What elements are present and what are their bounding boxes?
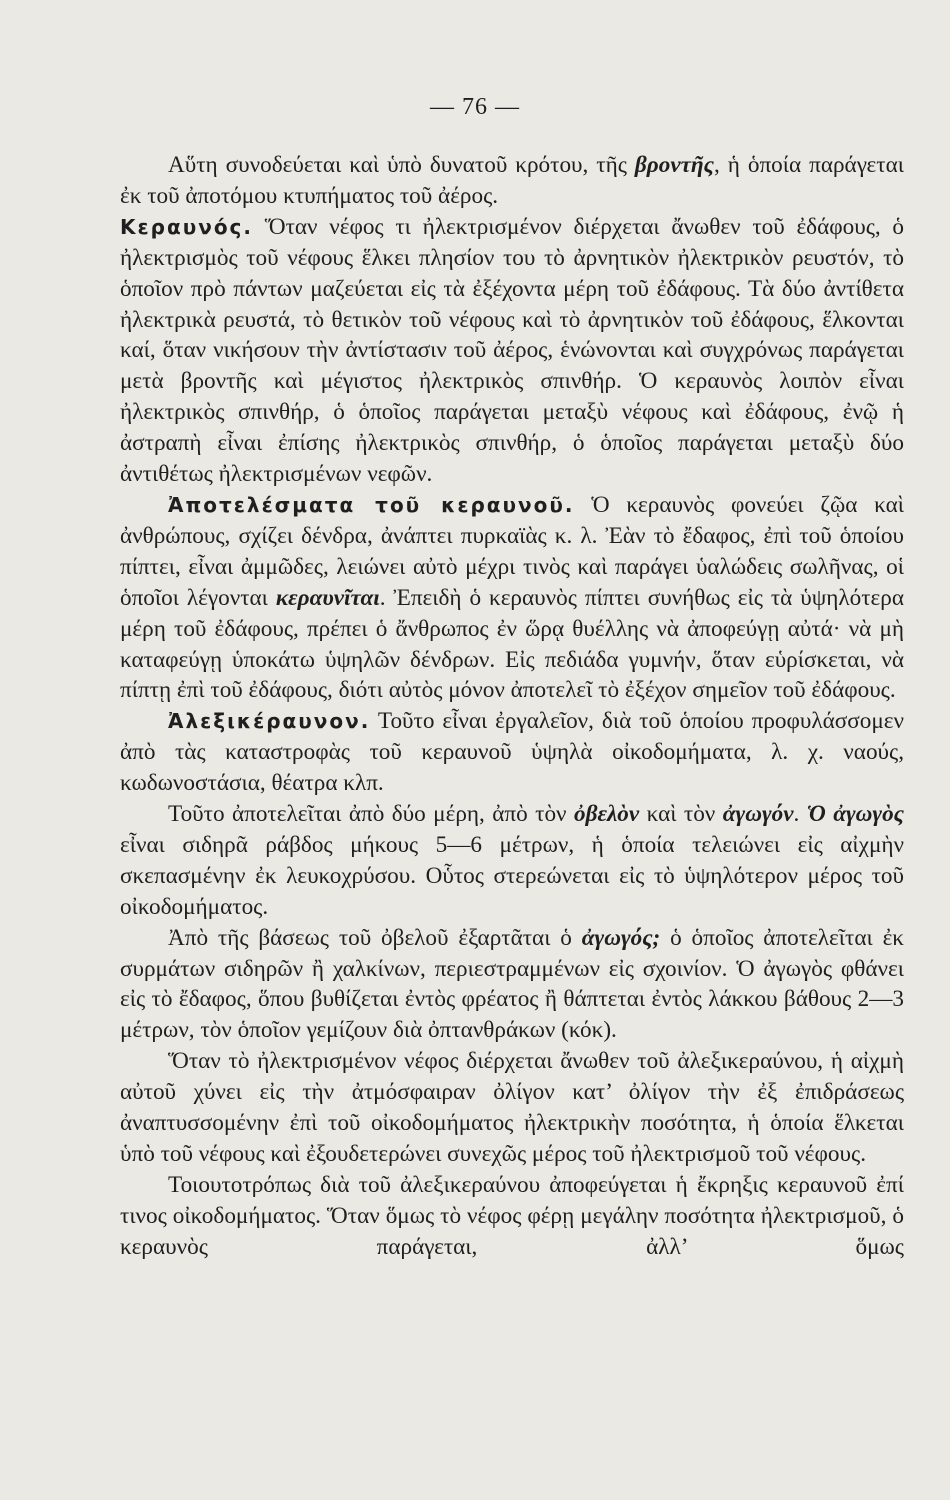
section-heading: Ἀποτελέσματα τοῦ κεραυνοῦ. bbox=[168, 492, 575, 517]
paragraph bbox=[120, 706, 904, 799]
emphasis-text: Ὁ ἀγωγὸς bbox=[806, 801, 905, 828]
text-run: Αὕτη συνοδεύεται καὶ ὑπὸ δυνατοῦ κρότου, τῆς bbox=[168, 152, 635, 178]
emphasis-text: ἀγωγόν bbox=[722, 801, 794, 828]
text-run: Ὅταν νέφος τι ἠλεκτρισμένον διέρχεται ἄνωθεν τοῦ ἐδάφους, ὁ ἠλεκτρισμὸς τοῦ νέφους ἕλκει πλησίον του τὸ ἀρνητικὸν ἠλεκτρικὸν ρευστόν, τὸ ὁποῖον πρὸ πάντων μαζεύεται εἰς τὰ ἐξέχοντα μέρη τοῦ ἐδάφους. Τὰ δύο ἀντίθετα ἠλεκτρικὰ ρευστά, τὸ θετικὸν τοῦ νέφους καὶ τὸ ἀρνητικὸν τοῦ ἐδάφους, ἕλκονται καί, ὅταν νικήσουν τὴν ἀντίστασιν τοῦ ἀέρος, ἑνώνονται καὶ συγχρόνως παράγεται μετὰ βροντῆς καὶ μέγιστος ἠλεκτρικὸς σπινθήρ. Ὁ κεραυνὸς λοιπὸν εἶναι ἠλεκτρικὸς σπινθήρ, ὁ ὁποῖος παράγεται μεταξὺ νέφους καὶ ἐδάφους, ἐνῷ ἡ ἀστραπὴ εἶναι ἐπίσης ἠλεκτρικὸς σπινθήρ, ὁ ὁποῖος παράγεται μεταξὺ δύο ἀντιθέτως ἠλεκτρισμένων νεφῶν. bbox=[120, 213, 904, 488]
paragraph bbox=[120, 923, 904, 1047]
text-run: Ὁ κεραυνὸς φονεύει ζῷα καὶ ἀνθρώπους, σχίζει δένδρα, ἀνάπτει πυρκαϊὰς κ. λ. Ἐὰν τὸ ἔδαφος, ἐπὶ τοῦ ὁποίου πίπτει, εἶναι ἀμμῶδες, λειώνει αὐτὸ μέχρι τινὸς καὶ παράγει ὑαλώδεις σωλῆνας, οἱ ὁποῖοι λέγονται bbox=[120, 491, 904, 611]
text-run: καὶ τὸν bbox=[639, 801, 723, 828]
body-text bbox=[120, 150, 904, 1263]
paragraph bbox=[120, 490, 904, 706]
emphasis-text: ὀβελὸν bbox=[573, 801, 640, 828]
text-run: ὁ ὁποῖος ἀποτελεῖται ἐκ συρμάτων σιδηρῶν ἢ χαλκίνων, περιεστραμμένων εἰς σχοινίον. Ὁ ἀγωγὸς φθάνει εἰς τὸ ἔδαφος, ὅπου βυθίζεται ἐντὸς φρέατος ἢ θάπτεται ἐντὸς λάκκου βάθους 2—3 μέτρων, τὸν ὁποῖον γεμίζουν διὰ ὀπτανθράκων (κόκ). bbox=[120, 924, 904, 1044]
text-run: , ἡ ὁποία παράγεται ἐκ τοῦ ἀποτόμου κτυπήματος τοῦ ἀέρος. bbox=[120, 152, 904, 209]
emphasis-text: ἀγωγός; bbox=[581, 924, 661, 951]
text-run: Τοῦτο εἶναι ἐργαλεῖον, διὰ τοῦ ὁποίου προφυλάσσομεν ἀπὸ τὰς καταστροφὰς τοῦ κεραυνοῦ ὑψηλὰ οἰκοδομήματα, λ. χ. ναούς, κωδωνοστάσια, θέατρα κλπ. bbox=[120, 708, 904, 797]
text-run: Ἀπὸ τῆς βάσεως τοῦ ὀβελοῦ ἐξαρτᾶται ὁ bbox=[168, 924, 582, 951]
text-run: εἶναι σιδηρᾶ ράβδος μήκους 5—6 μέτρων, ἡ ὁποία τελειώνει εἰς αἰχμὴν σκεπασμένην ἐκ λευκοχρύσου. Οὗτος στερεώνεται εἰς τὸ ὑψηλότερον μέρος τοῦ οἰκοδομήματος. bbox=[120, 831, 904, 920]
paragraph bbox=[120, 212, 904, 490]
emphasis-text: κεραυνῖται bbox=[275, 584, 380, 611]
text-run: Ὅταν τὸ ἠλεκτρισμένον νέφος διέρχεται ἄνωθεν τοῦ ἀλεξικεραύνου, ἡ αἰχμὴ αὐτοῦ χύνει εἰς τὴν ἀτμόσφαιραν ὀλίγον κατ’ ὀλίγον τὴν ἐξ ἐπιδράσεως ἀναπτυσσομένην ἐπὶ τοῦ οἰκοδομήματος ἠλεκτρικὴν ποσότητα, ἡ ὁποία ἕλκεται ὑπὸ τοῦ νέφους καὶ ἐξουδετερώνει συνεχῶς μέρος τοῦ ἠλεκτρισμοῦ τοῦ νέφους. bbox=[120, 1048, 904, 1167]
paragraph bbox=[120, 150, 904, 212]
paragraph bbox=[120, 799, 904, 923]
emphasis-text: βροντῆς bbox=[634, 152, 714, 178]
section-heading: Κεραυνός. bbox=[120, 214, 254, 239]
page-number: — 76 — bbox=[430, 94, 520, 120]
text-run: . bbox=[793, 801, 807, 828]
paragraph bbox=[120, 1046, 904, 1170]
text-run: . Ἐπειδὴ ὁ κεραυνὸς πίπτει συνήθως εἰς τὰ ὑψηλότερα μέρη τοῦ ἐδάφους, πρέπει ὁ ἄνθρωπος ἐν ὥρᾳ θυέλλης νὰ ἀποφεύγῃ αὐτά· νὰ μὴ καταφεύγῃ ὑποκάτω ὑψηλῶν δένδρων. Εἰς πεδιάδα γυμνήν, ὅταν εὑρίσκεται, νὰ πίπτῃ ἐπὶ τοῦ ἐδάφους, διότι αὐτὸς μόνον ἀποτελεῖ τὸ ἐξέχον σημεῖον τοῦ ἐδάφους. bbox=[120, 584, 904, 704]
section-heading: Ἀλεξικέραυνον. bbox=[168, 709, 371, 734]
text-run: Τοιουτοτρόπως διὰ τοῦ ἀλεξικεραύνου ἀποφεύγεται ἡ ἔκρηξις κεραυνοῦ ἐπί τινος οἰκοδομήματος. Ὅταν ὅμως τὸ νέφος φέρῃ μεγάλην ποσότητα ἠλεκτρισμοῦ, ὁ κεραυνὸς παράγεται, ἀλλ’ ὅμως bbox=[120, 1171, 904, 1260]
paragraph bbox=[120, 1170, 904, 1263]
text-run: Τοῦτο ἀποτελεῖται ἀπὸ δύο μέρη, ἀπὸ τὸν bbox=[168, 801, 574, 828]
